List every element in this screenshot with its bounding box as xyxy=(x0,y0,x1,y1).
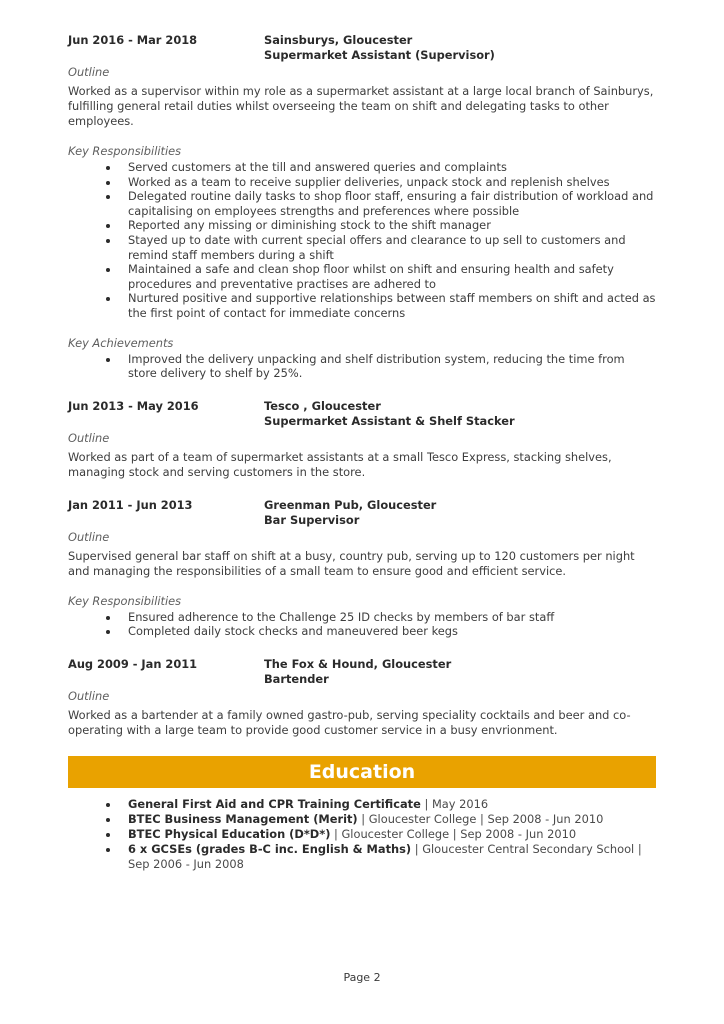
education-item xyxy=(128,812,656,827)
responsibilities-heading: Key Responsibilities xyxy=(68,593,182,608)
bullet-icon xyxy=(106,297,110,301)
outline-heading: Outline xyxy=(68,65,110,79)
job-dates: Jun 2013 - May 2016 xyxy=(68,398,199,413)
job-organisation: Sainsburys, Gloucester xyxy=(264,33,413,47)
responsibilities-heading: Key Responsibilities xyxy=(68,144,182,158)
outline-heading: Outline xyxy=(68,529,110,544)
list-item: Improved the delivery unpacking and shelf distribution system, reducing the time from store delivery to shelf by 25%. xyxy=(128,352,656,381)
achievements-list xyxy=(68,352,656,381)
job-org-block xyxy=(264,657,451,687)
qualification-details: | Gloucester College | Sep 2008 - Jun 2010 xyxy=(357,811,604,826)
list-item: Nurtured positive and supportive relationships between staff members on shift and acted as the first point of contact for immediate concerns xyxy=(128,291,656,320)
bullet-icon xyxy=(106,803,110,807)
job-organisation: Greenman Pub, Gloucester xyxy=(264,497,437,512)
job-header xyxy=(68,498,656,528)
job-dates: Aug 2009 - Jan 2011 xyxy=(68,656,198,671)
bullet-icon xyxy=(106,239,110,243)
responsibilities-list xyxy=(68,160,656,321)
job-organisation: The Fox & Hound, Gloucester xyxy=(264,656,452,671)
list-item: Reported any missing or diminishing stock to the shift manager xyxy=(128,218,656,233)
qualification-details: | Gloucester College | Sep 2008 - Jun 2010 xyxy=(330,826,577,841)
responsibilities-list xyxy=(68,610,656,639)
job-title: Supermarket Assistant (Supervisor) xyxy=(264,48,495,62)
outline-text: Worked as a supervisor within my role as a supermarket assistant at a large local branch of Sainburys, fulfilling general retail duties whilst overseeing the team on shift and delegating tasks to other employees. xyxy=(68,84,654,128)
qualification-name: General First Aid and CPR Training Certificate xyxy=(128,796,421,811)
bullet-icon xyxy=(106,268,110,272)
education-item xyxy=(128,797,656,812)
outline-heading: Outline xyxy=(68,430,110,445)
qualification-details: | May 2016 xyxy=(420,796,489,811)
bullet-icon xyxy=(106,358,110,362)
resume-content xyxy=(68,33,656,872)
job-title: Bar Supervisor xyxy=(264,512,360,527)
list-item: Stayed up to date with current special offers and clearance to up sell to customers and remind staff members during a shift xyxy=(128,233,656,262)
education-item xyxy=(128,827,656,842)
job-org-block xyxy=(264,498,436,528)
job-org-block xyxy=(264,399,515,429)
list-item: Completed daily stock checks and maneuvered beer kegs xyxy=(128,624,656,639)
job-header xyxy=(68,657,656,687)
job-org-block xyxy=(264,33,495,63)
page-number: Page 2 xyxy=(343,971,381,984)
list-item: Delegated routine daily tasks to shop floor staff, ensuring a fair distribution of workload and capitalising on employees strengths and preferences where possible xyxy=(128,189,656,218)
outline-text: Worked as part of a team of supermarket assistants at a small Tesco Express, stacking shelves, managing stock and serving customers in the store. xyxy=(68,449,612,479)
job-header xyxy=(68,399,656,429)
outline-text: Supervised general bar staff on shift at a busy, country pub, serving up to 120 customers per night and managing the responsibilities of a small team to ensure good and efficient service. xyxy=(68,548,635,578)
job-entry-tesco xyxy=(68,399,656,480)
job-header xyxy=(68,33,656,63)
outline-text: Worked as a bartender at a family owned gastro-pub, serving speciality cocktails and beer and co-operating with a large team to provide good customer service in a busy envrionment. xyxy=(68,707,631,737)
job-organisation: Tesco , Gloucester xyxy=(264,398,381,413)
bullet-icon xyxy=(106,848,110,852)
outline-heading: Outline xyxy=(68,688,110,703)
job-title: Supermarket Assistant & Shelf Stacker xyxy=(264,413,515,428)
bullet-icon xyxy=(106,195,110,199)
bullet-icon xyxy=(106,616,110,620)
job-dates: Jun 2016 - Mar 2018 xyxy=(68,33,198,47)
achievements-heading: Key Achievements xyxy=(68,335,174,350)
list-item: Worked as a team to receive supplier deliveries, unpack stock and replenish shelves xyxy=(128,175,656,190)
job-dates: Jan 2011 - Jun 2013 xyxy=(68,497,193,512)
job-title: Bartender xyxy=(264,671,329,686)
qualification-name: 6 x GCSEs (grades B-C inc. English & Maths) xyxy=(128,841,412,856)
list-item: Ensured adherence to the Challenge 25 ID checks by members of bar staff xyxy=(128,610,656,625)
bullet-icon xyxy=(106,630,110,634)
education-section-header xyxy=(68,756,656,788)
qualification-name: BTEC Business Management (Merit) xyxy=(128,811,358,826)
education-heading: Education xyxy=(308,760,416,783)
job-entry-fox-and-hound xyxy=(68,657,656,738)
education-item xyxy=(128,842,656,872)
bullet-icon xyxy=(106,166,110,170)
qualification-name: BTEC Physical Education (D*D*) xyxy=(128,826,331,841)
job-entry-greenman xyxy=(68,498,656,639)
list-item: Served customers at the till and answered queries and complaints xyxy=(128,160,656,175)
bullet-icon xyxy=(106,818,110,822)
bullet-icon xyxy=(106,224,110,228)
job-entry-sainsburys xyxy=(68,33,656,381)
bullet-icon xyxy=(106,833,110,837)
qualification-details: | Gloucester Central Secondary School | Sep 2006 - Jun 2008 xyxy=(128,841,642,871)
bullet-icon xyxy=(106,181,110,185)
education-list xyxy=(68,797,656,872)
list-item: Maintained a safe and clean shop floor whilst on shift and ensuring health and safety procedures and preventative practises are adhered to xyxy=(128,262,656,291)
